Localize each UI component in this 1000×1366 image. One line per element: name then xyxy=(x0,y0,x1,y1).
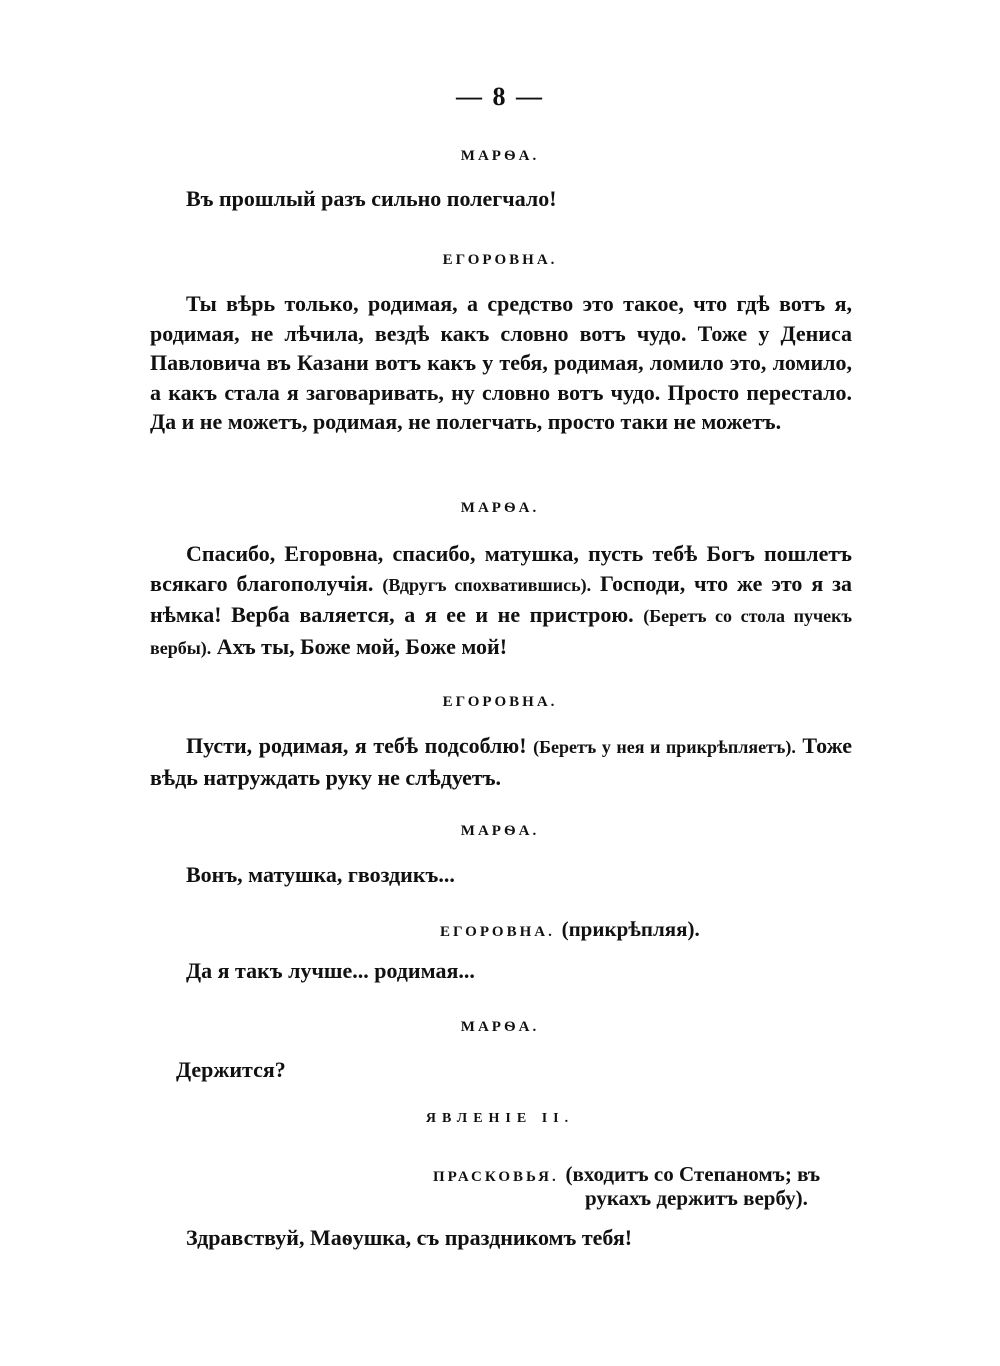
speaker-praskovya xyxy=(433,1162,820,1187)
speech-marfa-2 xyxy=(150,539,852,663)
speech-text: Тоже вѣдь натруждать руку не слѣдуетъ. xyxy=(150,733,852,790)
speaker-marfa-2: МАРѲА. xyxy=(460,500,540,516)
speaker-marfa-1: МАРѲА. xyxy=(460,148,540,164)
speech-marfa-1: Въ прошлый разъ сильно полегчало! xyxy=(186,186,557,211)
speech-text: Ахъ ты, Боже мой, Боже мой! xyxy=(211,633,508,659)
speaker-marfa-3: МАРѲА. xyxy=(460,823,540,839)
page-number: — 8 — xyxy=(456,82,544,111)
stage-direction-continued: рукахъ держитъ вербу). xyxy=(585,1186,808,1210)
stage-direction: (Беретъ со стола пучекъ вербы). xyxy=(150,606,852,658)
speaker-egorovna-1: ЕГОРОВНА. xyxy=(442,252,558,268)
stage-direction: (входитъ со Степаномъ; въ xyxy=(565,1162,821,1186)
speech-marfa-4: Держится? xyxy=(176,1057,286,1082)
speaker-name: ЕГОРОВНА. xyxy=(440,924,555,940)
speech-egorovna-3: Да я такъ лучше... родимая... xyxy=(186,958,475,983)
stage-direction: (Вдругъ спохватившись). xyxy=(382,574,592,595)
speech-marfa-3: Вонъ, матушка, гвоздикъ... xyxy=(186,862,455,887)
speech-praskovya: Здравствуй, Маѳушка, съ праздникомъ тебя! xyxy=(186,1225,633,1250)
speech-text: Пусти, родимая, я тебѣ подсоблю! xyxy=(186,733,534,758)
stage-direction: (Беретъ у нея и прикрѣпляетъ). xyxy=(533,737,796,757)
speech-text: Спасибо, Егоровна, спасибо, матушка, пусть тебѣ Богъ пошлетъ всякаго благополучія. xyxy=(150,541,852,596)
speaker-egorovna-3 xyxy=(440,917,700,942)
speech-text: Господи, что же это я за нѣмка! Верба валяется, а я ее и не пристрою. xyxy=(150,570,853,628)
speech-egorovna-2 xyxy=(150,731,852,792)
speaker-name: ПРАСКОВЬЯ. xyxy=(433,1169,559,1185)
stage-direction: (прикрѣпляя). xyxy=(561,917,700,941)
speech-egorovna-1: Ты вѣрь только, родимая, а средство это такое, что гдѣ вотъ я, родимая, не лѣчила, вездѣ какъ словно вотъ чудо. Тоже у Дениса Павловича въ Казани вотъ какъ у тебя, родимая, ломило это, ломило, а какъ стала я заговаривать, ну словно вотъ чудо. Просто перестало. Да и не можетъ, родимая, не полегчать, просто таки не можетъ. xyxy=(150,291,852,435)
speaker-egorovna-2: ЕГОРОВНА. xyxy=(442,694,558,710)
scene-heading: ЯВЛЕНІЕ II. xyxy=(425,1111,575,1126)
speaker-marfa-4: МАРѲА. xyxy=(460,1019,540,1035)
